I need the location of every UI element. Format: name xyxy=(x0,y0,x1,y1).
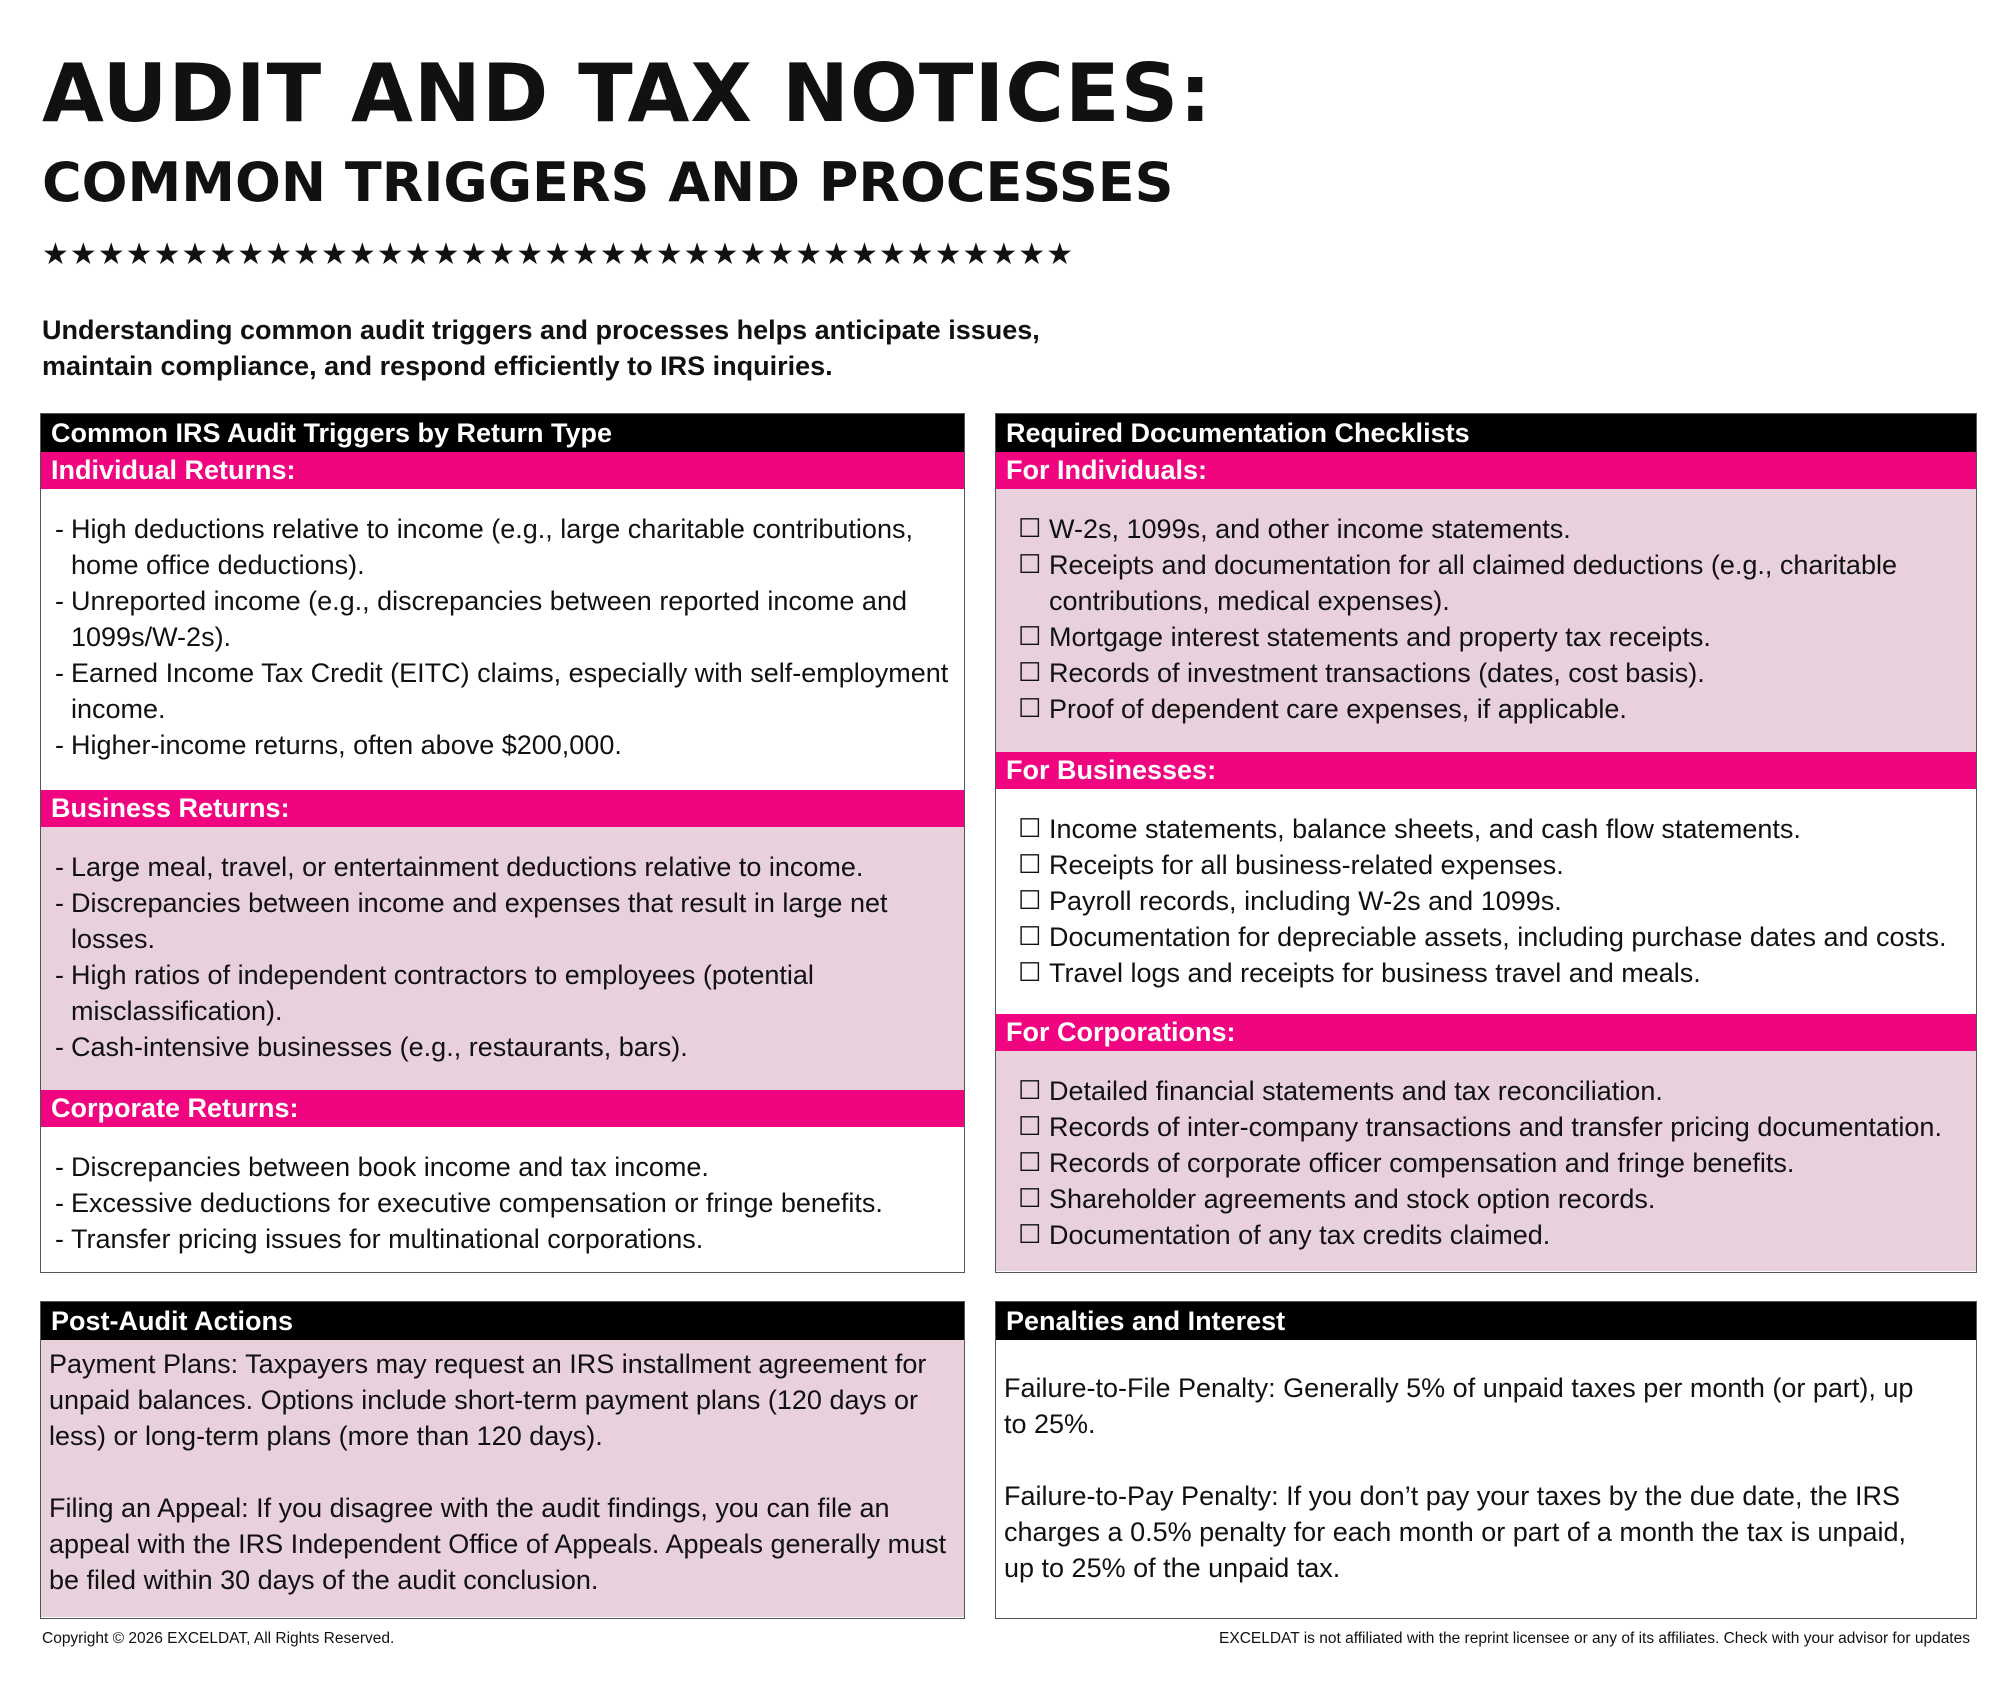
individual-returns-list xyxy=(41,511,964,763)
for-businesses-checklist xyxy=(996,811,1976,991)
penalties-title: Penalties and Interest xyxy=(996,1302,1976,1340)
individual-returns-section xyxy=(41,489,964,790)
for-businesses-section xyxy=(996,789,1976,1014)
page-title: AUDIT AND TAX NOTICES: xyxy=(42,47,1213,140)
list-item: ☐ Detailed financial statements and tax reconciliation. xyxy=(996,1073,1976,1109)
for-businesses-heading: For Businesses: xyxy=(996,752,1976,789)
penalties-panel xyxy=(995,1301,1977,1619)
list-item: ☐ Documentation of any tax credits claimed. xyxy=(996,1217,1976,1253)
star-divider: ★★★★★★★★★★★★★★★★★★★★★★★★★★★★★★★★★★★★★ xyxy=(42,237,1075,272)
disclaimer-text: EXCELDAT is not affiliated with the reprint licensee or any of its affiliates. Check with your advisor for updates xyxy=(1219,1630,1970,1647)
copyright-text: Copyright © 2026 EXCELDAT, All Rights Reserved. xyxy=(42,1630,395,1647)
intro-text: Understanding common audit triggers and processes helps anticipate issues, maintain compliance, and respond efficiently to IRS inquiries. xyxy=(42,315,1040,381)
list-item: ☐ W-2s, 1099s, and other income statements. xyxy=(996,511,1976,547)
list-item: ☐ Records of inter-company transactions and transfer pricing documentation. xyxy=(996,1109,1976,1145)
post-audit-body xyxy=(41,1340,964,1617)
list-item: - Discrepancies between book income and tax income. xyxy=(41,1149,964,1185)
list-item: ☐ Receipts for all business-related expenses. xyxy=(996,847,1976,883)
list-item: ☐ Income statements, balance sheets, and cash flow statements. xyxy=(996,811,1976,847)
corporate-returns-list xyxy=(41,1149,964,1257)
list-item: ☐ Proof of dependent care expenses, if applicable. xyxy=(996,691,1976,727)
business-returns-list xyxy=(41,849,964,1065)
documentation-panel xyxy=(995,413,1977,1273)
for-corporations-section xyxy=(996,1051,1976,1271)
corporate-returns-section xyxy=(41,1127,964,1257)
business-returns-heading: Business Returns: xyxy=(41,790,964,827)
list-item: - High deductions relative to income (e.g., large charitable contributions, home office deductions). xyxy=(41,511,964,583)
list-item: - Discrepancies between income and expenses that result in large net losses. xyxy=(41,885,964,957)
list-item: - High ratios of independent contractors to employees (potential misclassification). xyxy=(41,957,964,1029)
list-item: ☐ Travel logs and receipts for business travel and meals. xyxy=(996,955,1976,991)
for-corporations-checklist xyxy=(996,1073,1976,1253)
business-returns-section xyxy=(41,827,964,1090)
list-item: - Excessive deductions for executive compensation or fringe benefits. xyxy=(41,1185,964,1221)
for-individuals-heading: For Individuals: xyxy=(996,452,1976,489)
list-item: ☐ Payroll records, including W-2s and 1099s. xyxy=(996,883,1976,919)
list-item: - Transfer pricing issues for multinational corporations. xyxy=(41,1221,964,1257)
filing-appeal-text: Filing an Appeal: If you disagree with the audit findings, you can file an appeal with the IRS Independent Office of Appeals. Appeals generally must be filed within 30 days of the audit conclusion. xyxy=(49,1493,947,1595)
list-item: ☐ Receipts and documentation for all claimed deductions (e.g., charitable contributions, medical expenses). xyxy=(996,547,1976,619)
documentation-title: Required Documentation Checklists xyxy=(996,414,1976,452)
list-item: ☐ Mortgage interest statements and property tax receipts. xyxy=(996,619,1976,655)
post-audit-title: Post-Audit Actions xyxy=(41,1302,964,1340)
page-subtitle: COMMON TRIGGERS AND PROCESSES xyxy=(42,151,1174,214)
failure-to-file-text: Failure-to-File Penalty: Generally 5% of unpaid taxes per month (or part), up to 25%. xyxy=(1004,1373,1914,1439)
individual-returns-heading: Individual Returns: xyxy=(41,452,964,489)
list-item: - Large meal, travel, or entertainment deductions relative to income. xyxy=(41,849,964,885)
payment-plans-text: Payment Plans: Taxpayers may request an IRS installment agreement for unpaid balances. Options include short-term payment plans (120 days or less) or long-term plans (more than 120 days). xyxy=(49,1349,927,1451)
list-item: ☐ Shareholder agreements and stock option records. xyxy=(996,1181,1976,1217)
list-item: - Higher-income returns, often above $200,000. xyxy=(41,727,964,763)
for-corporations-heading: For Corporations: xyxy=(996,1014,1976,1051)
list-item: ☐ Documentation for depreciable assets, including purchase dates and costs. xyxy=(996,919,1976,955)
for-individuals-checklist xyxy=(996,511,1976,727)
failure-to-pay-text: Failure-to-Pay Penalty: If you don’t pay your taxes by the due date, the IRS charges a 0.5% penalty for each month or part of a month the tax is unpaid, up to 25% of the unpaid tax. xyxy=(1004,1481,1907,1583)
post-audit-panel xyxy=(40,1301,965,1619)
corporate-returns-heading: Corporate Returns: xyxy=(41,1090,964,1127)
list-item: - Unreported income (e.g., discrepancies between reported income and 1099s/W-2s). xyxy=(41,583,964,655)
list-item: - Earned Income Tax Credit (EITC) claims, especially with self-employment income. xyxy=(41,655,964,727)
list-item: ☐ Records of investment transactions (dates, cost basis). xyxy=(996,655,1976,691)
list-item: - Cash-intensive businesses (e.g., restaurants, bars). xyxy=(41,1029,964,1065)
audit-triggers-panel xyxy=(40,413,965,1273)
audit-triggers-title: Common IRS Audit Triggers by Return Type xyxy=(41,414,964,452)
for-individuals-section xyxy=(996,489,1976,752)
list-item: ☐ Records of corporate officer compensation and fringe benefits. xyxy=(996,1145,1976,1181)
penalties-body xyxy=(996,1340,1976,1617)
